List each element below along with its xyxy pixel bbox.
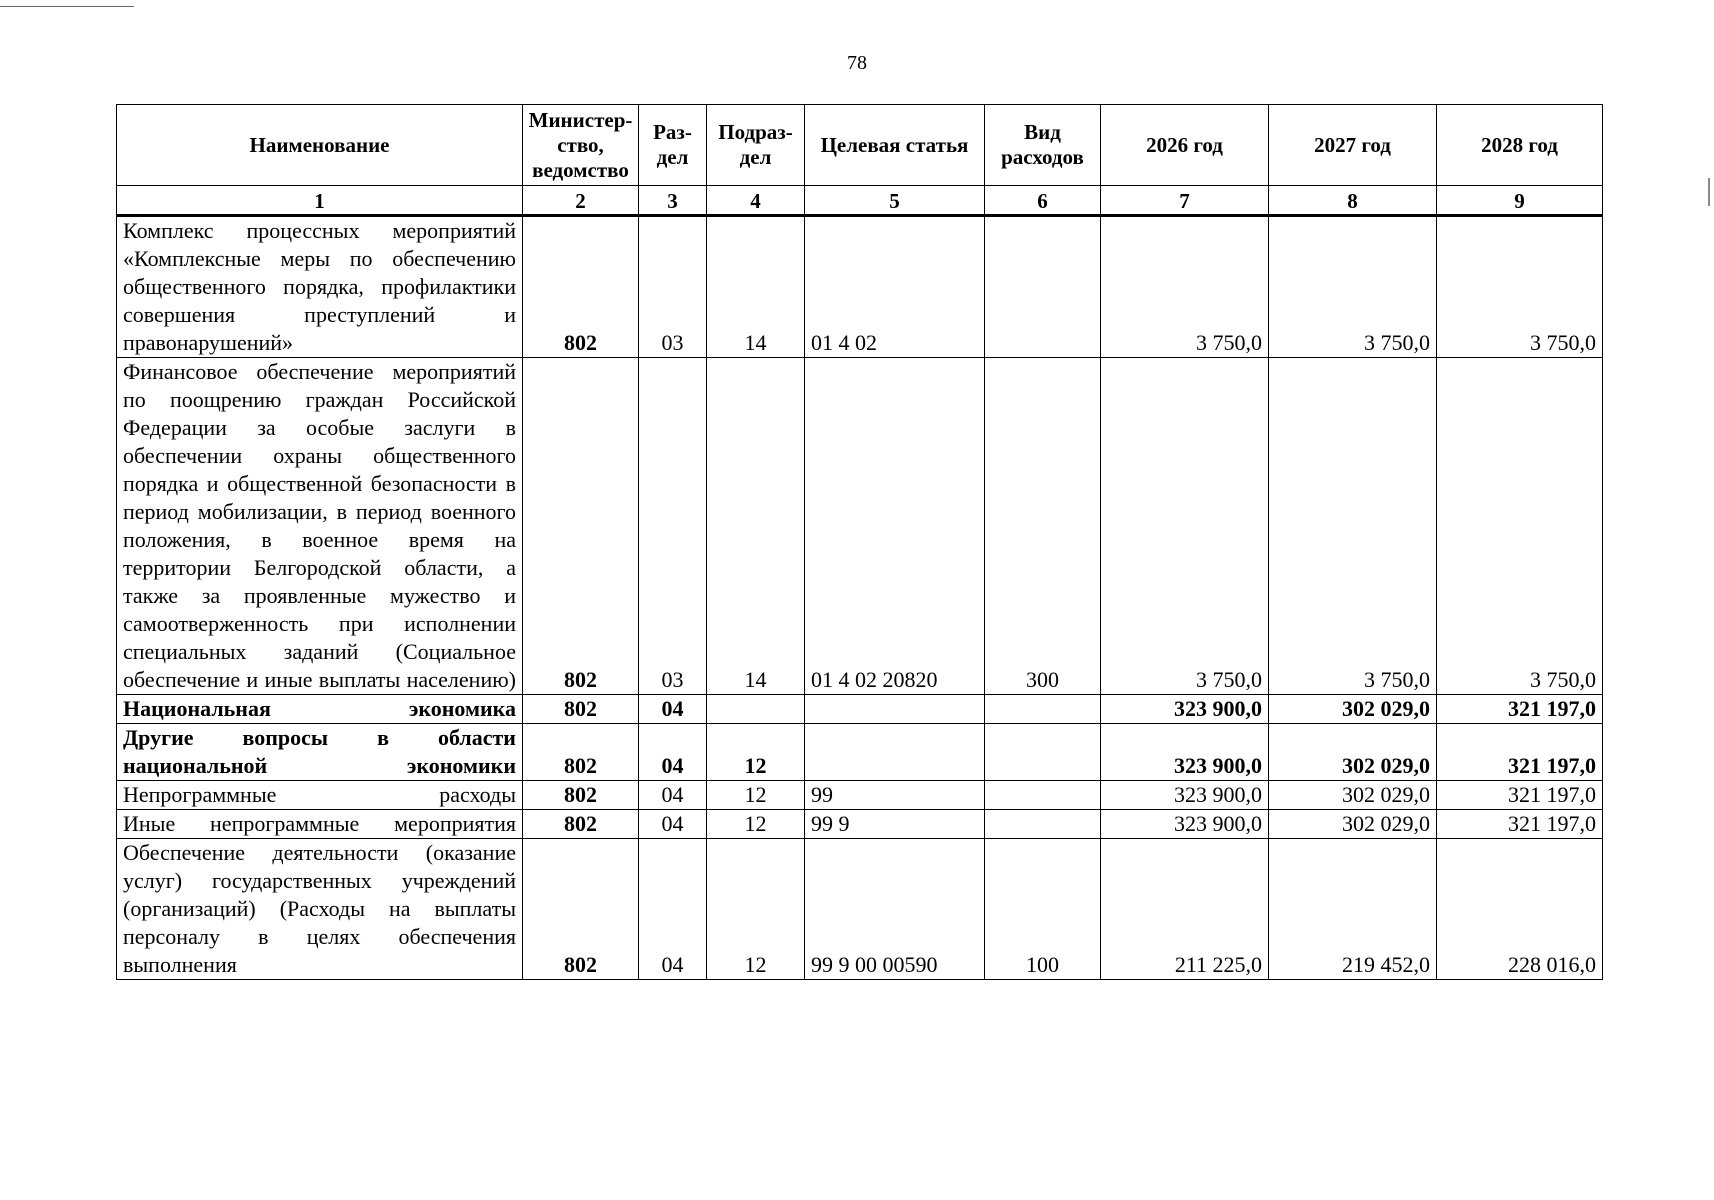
row-name: Другие вопросы в области национальной экономики xyxy=(117,724,523,781)
row-kind: 300 xyxy=(985,358,1101,695)
row-2027: 3 750,0 xyxy=(1269,216,1437,358)
scan-artifact-mark xyxy=(1708,178,1710,206)
scan-artifact-line xyxy=(0,6,134,7)
header-target: Целевая статья xyxy=(805,105,985,186)
row-2027: 219 452,0 xyxy=(1269,839,1437,980)
header-number: 4 xyxy=(707,186,805,216)
header-number-row xyxy=(117,186,1603,216)
row-kind xyxy=(985,724,1101,781)
table-row xyxy=(117,216,1603,358)
row-2026: 3 750,0 xyxy=(1101,216,1269,358)
row-section: 04 xyxy=(639,781,707,810)
row-ministry: 802 xyxy=(523,216,639,358)
header-2027: 2027 год xyxy=(1269,105,1437,186)
row-subsection: 14 xyxy=(707,216,805,358)
row-section: 04 xyxy=(639,810,707,839)
row-kind: 100 xyxy=(985,839,1101,980)
row-name: Иные непрограммные мероприятия xyxy=(117,810,523,839)
table-row xyxy=(117,358,1603,695)
row-2026: 323 900,0 xyxy=(1101,695,1269,724)
header-number: 1 xyxy=(117,186,523,216)
header-number: 6 xyxy=(985,186,1101,216)
row-name: Национальная экономика xyxy=(117,695,523,724)
row-subsection: 12 xyxy=(707,724,805,781)
header-number: 7 xyxy=(1101,186,1269,216)
header-number: 8 xyxy=(1269,186,1437,216)
row-subsection: 12 xyxy=(707,781,805,810)
row-2028: 321 197,0 xyxy=(1437,724,1603,781)
row-ministry: 802 xyxy=(523,695,639,724)
row-2026: 3 750,0 xyxy=(1101,358,1269,695)
row-name: Непрограммные расходы xyxy=(117,781,523,810)
row-kind xyxy=(985,810,1101,839)
table-row xyxy=(117,724,1603,781)
header-2026: 2026 год xyxy=(1101,105,1269,186)
row-target: 99 9 xyxy=(805,810,985,839)
table-row xyxy=(117,695,1603,724)
row-2026: 323 900,0 xyxy=(1101,724,1269,781)
header-number: 3 xyxy=(639,186,707,216)
header-2028: 2028 год xyxy=(1437,105,1603,186)
row-2027: 302 029,0 xyxy=(1269,781,1437,810)
row-2026: 323 900,0 xyxy=(1101,781,1269,810)
header-ministry: Министер-ство, ведомство xyxy=(523,105,639,186)
row-2028: 3 750,0 xyxy=(1437,216,1603,358)
row-name: Обеспечение деятельности (оказание услуг) государственных учреждений (организаций) (Расходы на выплаты персоналу в целях обеспечения выполнения xyxy=(117,839,523,980)
row-section: 04 xyxy=(639,695,707,724)
table-row xyxy=(117,781,1603,810)
row-2027: 3 750,0 xyxy=(1269,358,1437,695)
row-ministry: 802 xyxy=(523,781,639,810)
row-2028: 321 197,0 xyxy=(1437,695,1603,724)
row-2026: 211 225,0 xyxy=(1101,839,1269,980)
row-2027: 302 029,0 xyxy=(1269,695,1437,724)
header-name: Наименование xyxy=(117,105,523,186)
row-section: 04 xyxy=(639,839,707,980)
row-subsection: 12 xyxy=(707,839,805,980)
table-row xyxy=(117,810,1603,839)
row-kind xyxy=(985,781,1101,810)
row-ministry: 802 xyxy=(523,810,639,839)
page-number: 78 xyxy=(847,52,867,74)
header-number: 9 xyxy=(1437,186,1603,216)
row-target xyxy=(805,724,985,781)
row-ministry: 802 xyxy=(523,724,639,781)
row-section: 03 xyxy=(639,216,707,358)
row-2027: 302 029,0 xyxy=(1269,810,1437,839)
row-target: 99 xyxy=(805,781,985,810)
row-target: 01 4 02 xyxy=(805,216,985,358)
budget-table xyxy=(116,104,1603,980)
row-section: 04 xyxy=(639,724,707,781)
row-2027: 302 029,0 xyxy=(1269,724,1437,781)
header-kind: Вид расходов xyxy=(985,105,1101,186)
row-2028: 321 197,0 xyxy=(1437,781,1603,810)
row-name: Комплекс процессных мероприятий «Комплексные меры по обеспечению общественного порядка, профилактики совершения преступлений и правонарушений» xyxy=(117,216,523,358)
row-section: 03 xyxy=(639,358,707,695)
row-target: 99 9 00 00590 xyxy=(805,839,985,980)
row-2028: 3 750,0 xyxy=(1437,358,1603,695)
header-number: 2 xyxy=(523,186,639,216)
header-subsection: Подраз-дел xyxy=(707,105,805,186)
table-row xyxy=(117,839,1603,980)
row-name: Финансовое обеспечение мероприятий по поощрению граждан Российской Федерации за особые заслуги в обеспечении охраны общественного порядка и общественной безопасности в период мобилизации, в период военного положения, в военное время на территории Белгородской области, а также за проявленные мужество и самоотверженность при исполнении специальных заданий (Социальное обеспечение и иные выплаты населению) xyxy=(117,358,523,695)
row-subsection xyxy=(707,695,805,724)
row-ministry: 802 xyxy=(523,839,639,980)
row-target: 01 4 02 20820 xyxy=(805,358,985,695)
row-subsection: 14 xyxy=(707,358,805,695)
row-2028: 228 016,0 xyxy=(1437,839,1603,980)
row-ministry: 802 xyxy=(523,358,639,695)
header-number: 5 xyxy=(805,186,985,216)
row-kind xyxy=(985,695,1101,724)
row-2028: 321 197,0 xyxy=(1437,810,1603,839)
header-section: Раз-дел xyxy=(639,105,707,186)
row-subsection: 12 xyxy=(707,810,805,839)
row-kind xyxy=(985,216,1101,358)
row-2026: 323 900,0 xyxy=(1101,810,1269,839)
row-target xyxy=(805,695,985,724)
header-row xyxy=(117,105,1603,186)
